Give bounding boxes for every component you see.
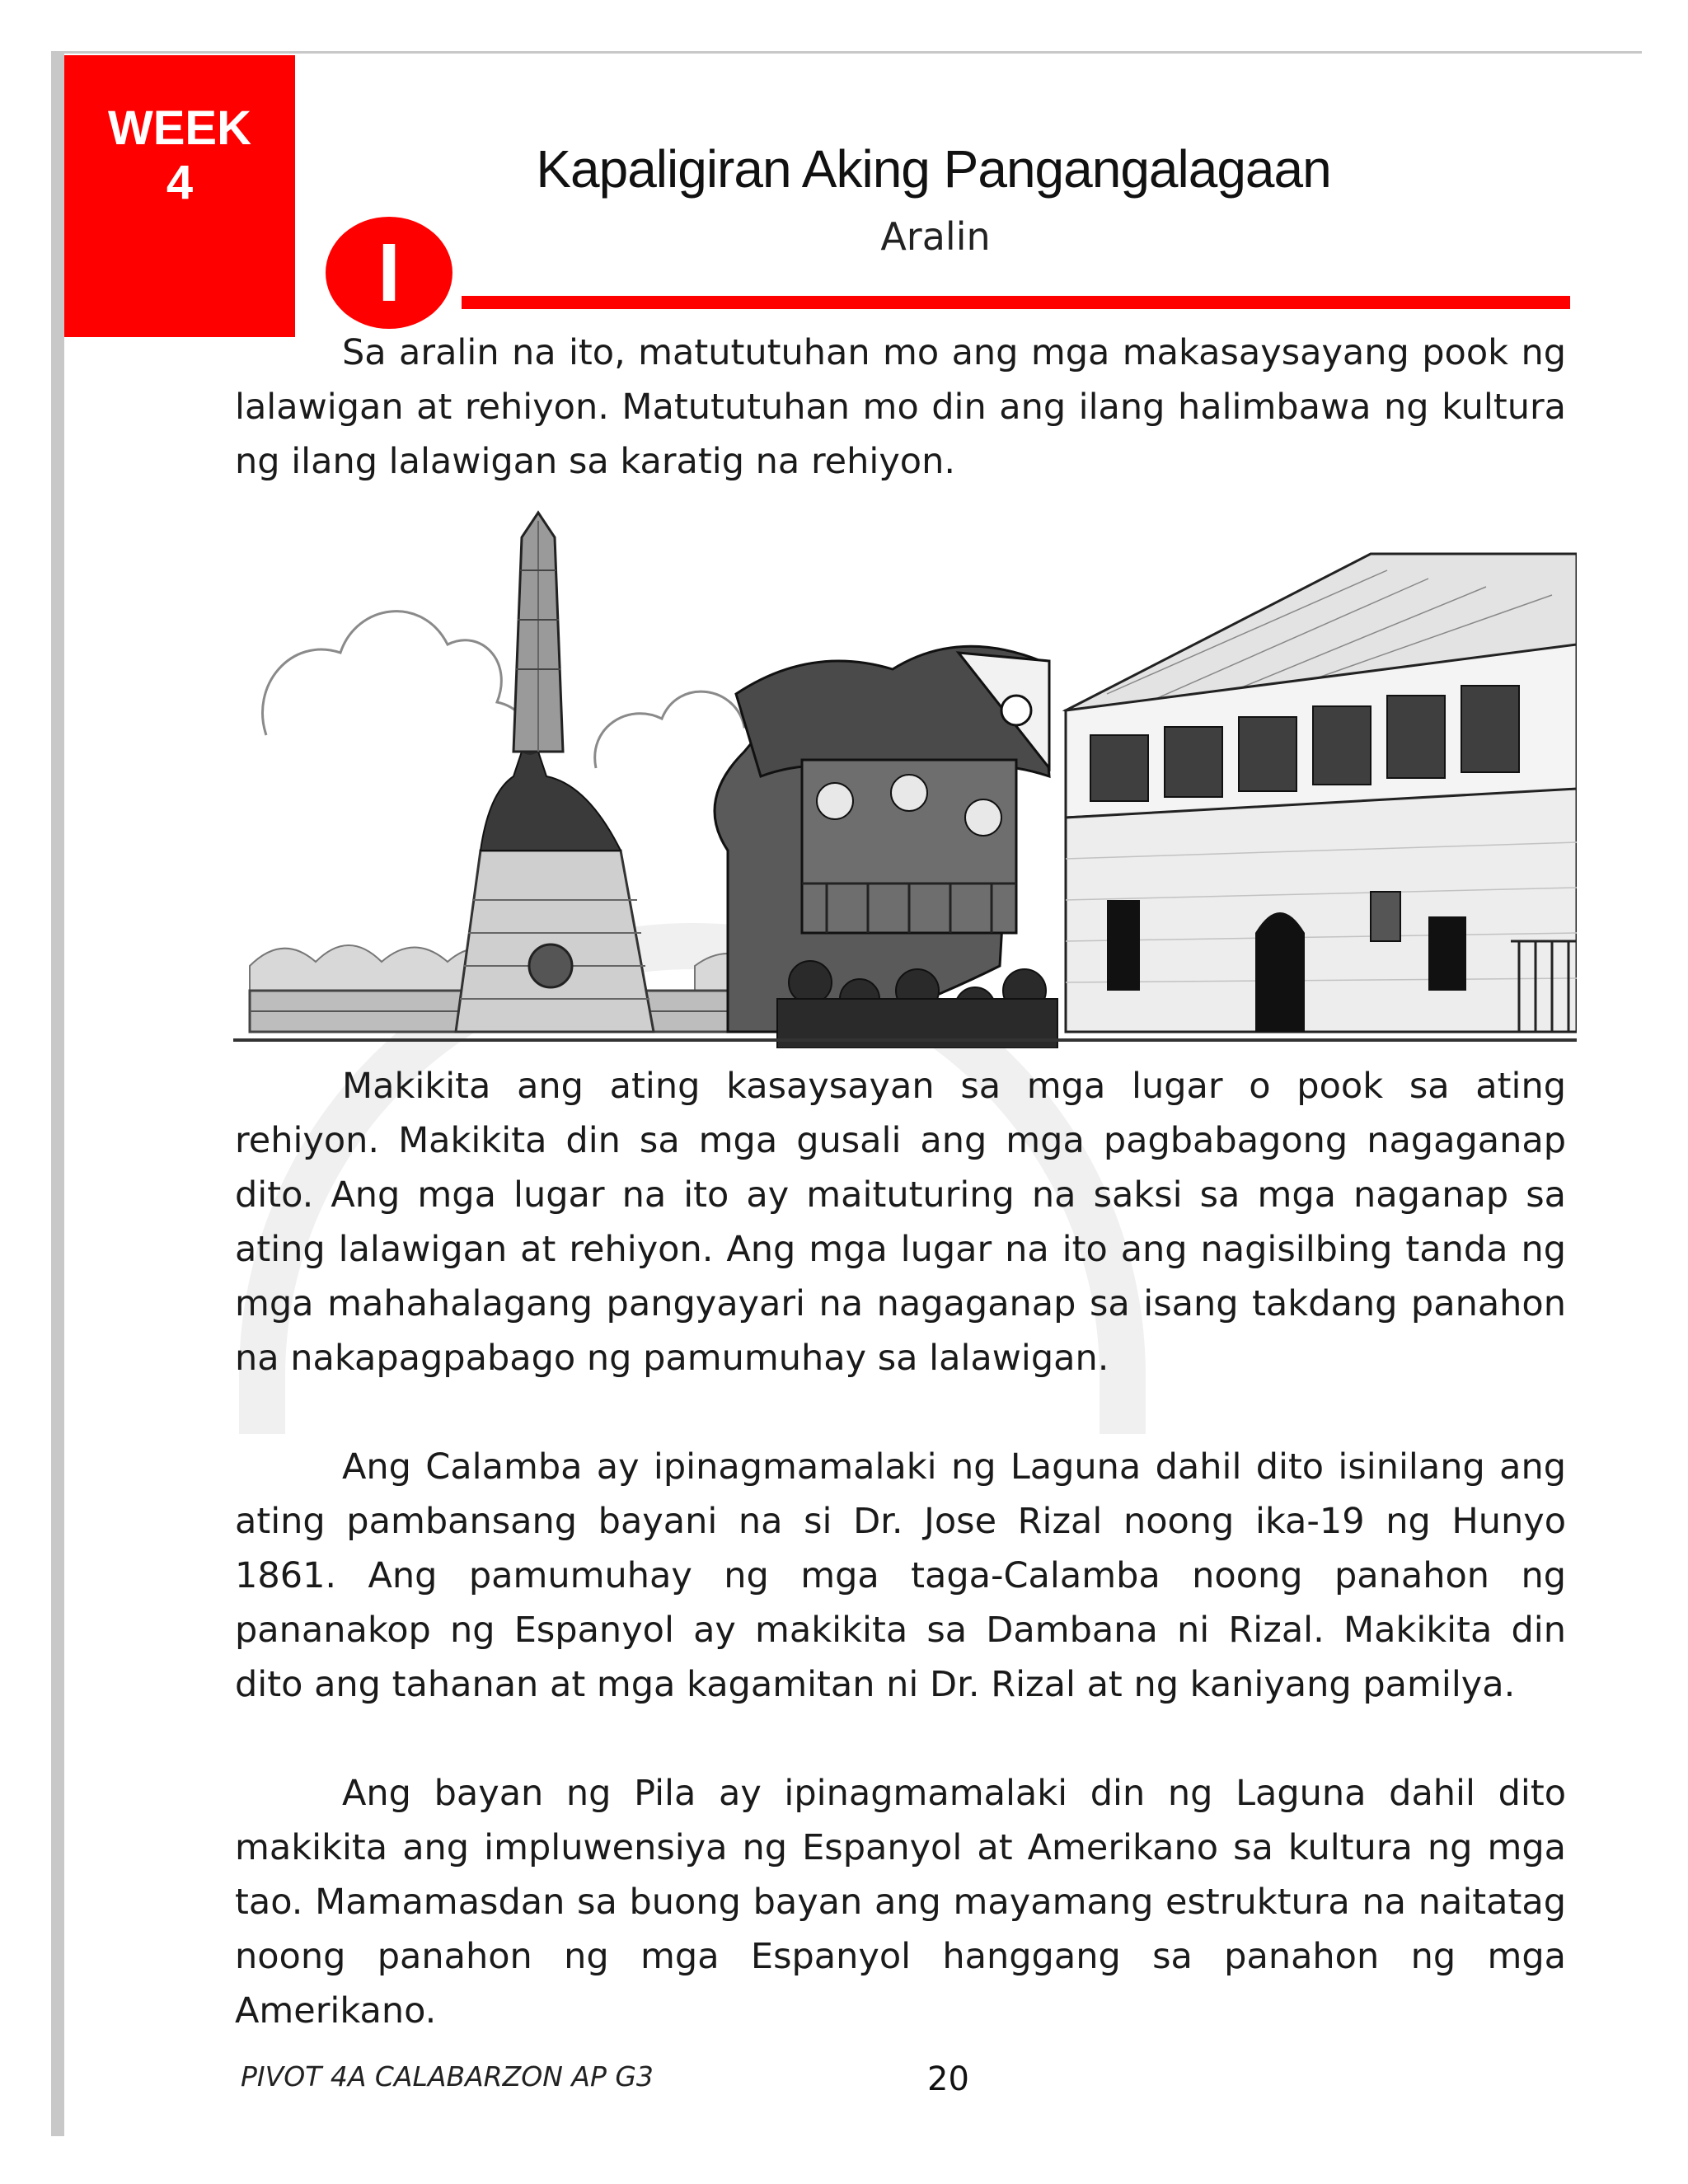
body-paragraph-pila: Ang bayan ng Pila ay ipinagmamalaki din ng Laguna dahil dito makikita ang impluwensiya ng Espanyol at Amerikano sa kultura ng mga tao. Mamamasdan sa buong bayan ang mayamang estruktura na naitatag noong panahon ng mga Espanyol hanggang sa panahon ng mga Amerikano. (235, 1773, 1566, 2032)
title-underline (462, 296, 1570, 309)
footer-module-code: PIVOT 4A CALABARZON AP G3 (241, 2060, 654, 2093)
page-top-border (51, 51, 1642, 54)
section-marker: I (326, 217, 452, 329)
body-paragraph-calamba: Ang Calamba ay ipinagmamalaki ng Laguna dahil dito isinilang ang ating pambansang bayani na si Dr. Jose Rizal noong ika-19 ng Hunyo 1861. Ang pamumuhay ng mga taga-Calamba noong panahon ng pananakop ng Espanyol ay makikita sa Dambana ni Rizal. Makikita din dito ang tahanan at mga kagamitan ni Dr. Rizal at ng kaniyang pamilya. (235, 1446, 1566, 1705)
historical-landmarks-illustration (233, 504, 1577, 1048)
lesson-subtitle: Aralin (880, 214, 991, 259)
page-left-border (51, 51, 64, 2136)
page-number: 20 (927, 2060, 969, 2098)
week-number: 4 (166, 156, 194, 209)
week-badge (64, 55, 295, 337)
lesson-title: Kapaligiran Aking Pangangalagaan (536, 139, 1331, 199)
intro-paragraph: Sa aralin na ito, matututuhan mo ang mga makasaysayang pook ng lalawigan at rehiyon. Matututuhan mo din ang ilang halimbawa ng kultura ng ilang lalawigan sa karatig na rehiyon. (235, 332, 1566, 482)
body-paragraph-history: Makikita ang ating kasaysayan sa mga lugar o pook sa ating rehiyon. Makikita din sa mga gusali ang mga pagbabagong nagaganap dito. Ang mga lugar na ito ay maituturing na saksi sa mga naganap sa ating lalawigan at rehiyon. Ang mga lugar na ito ang nagisilbing tanda ng mga mahahalagang pangyayari na nagaganap sa isang takdang panahon na nakapagpabago ng pamumuhay sa lalawigan. (235, 1066, 1566, 1379)
week-label: WEEK (108, 101, 251, 155)
